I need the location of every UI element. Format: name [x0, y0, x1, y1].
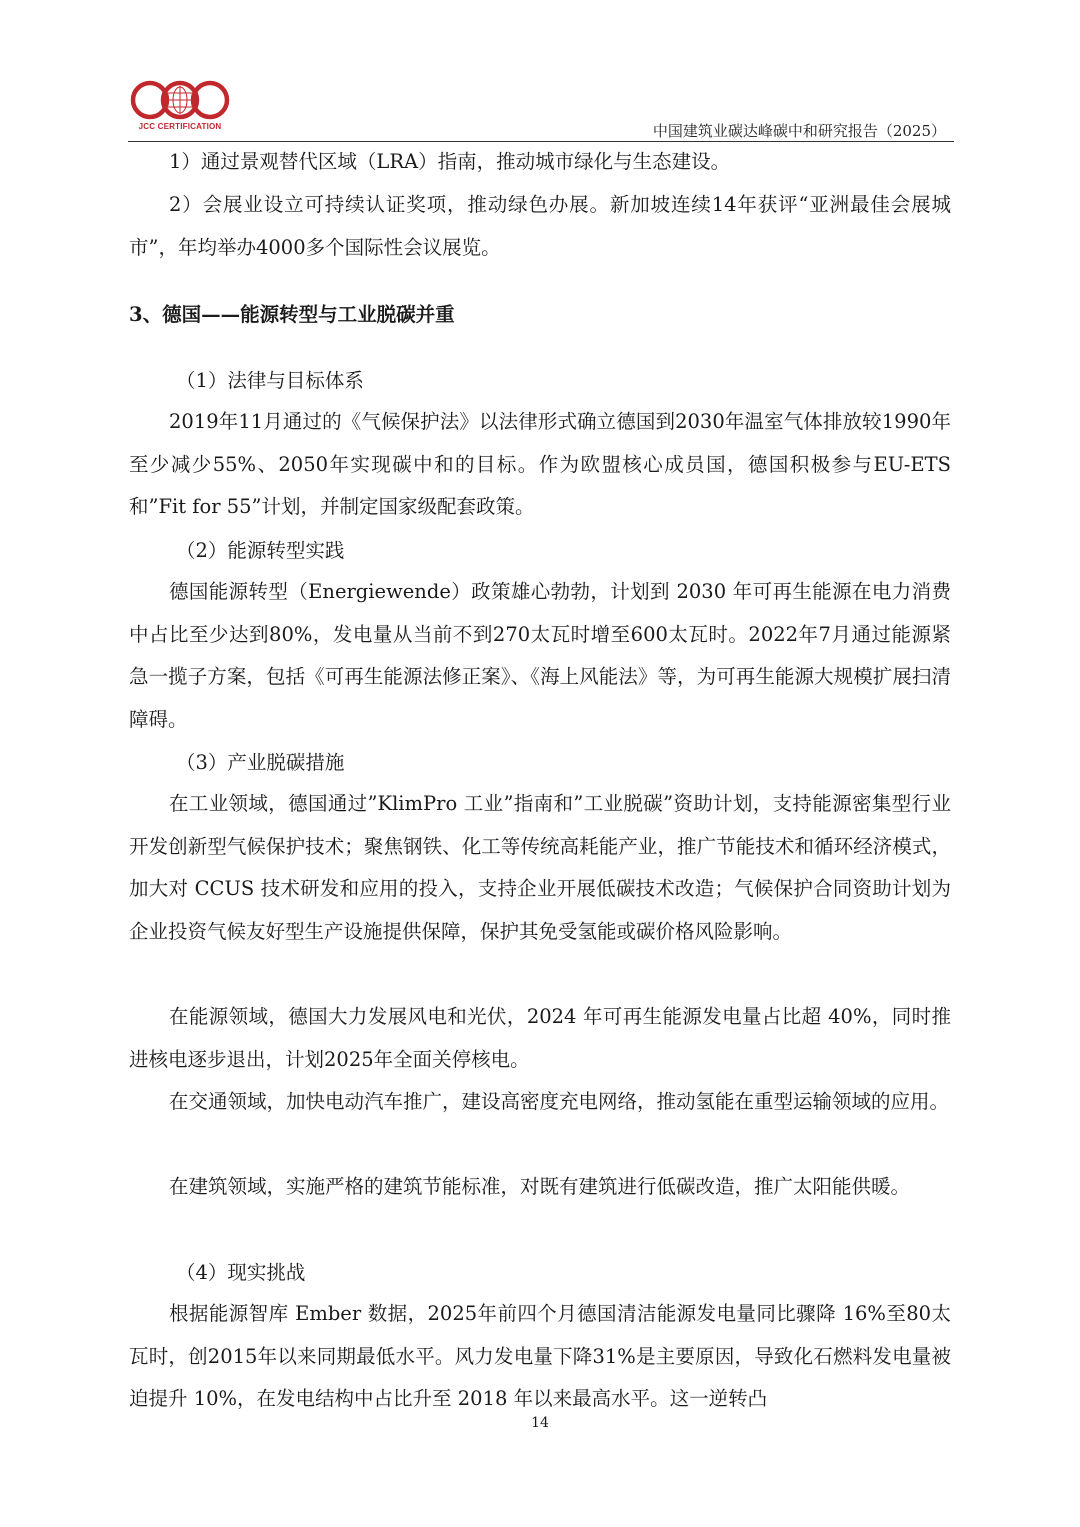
paragraph-building: 在建筑领域，实施严格的建筑节能标准，对既有建筑进行低碳改造，推广太阳能供暖。 [169, 1175, 911, 1198]
logo-text: JCC CERTIFICATION [138, 122, 222, 131]
section-heading-germany: 3、德国——能源转型与工业脱碳并重 [129, 303, 455, 326]
subheading-law: （1）法律与目标体系 [176, 369, 364, 392]
paragraph-law: 2019年11月通过的《气候保护法》以法律形式确立德国到2030年温室气体排放较1990年至少减少55%、2050年实现碳中和的目标。作为欧盟核心成员国，德国积极参与EU-ETS和”Fit for 55”计划，并制定国家级配套政策。 [129, 410, 951, 518]
paragraph-exhibition: 2）会展业设立可持续认证奖项，推动绿色办展。新加坡连续14年获评“亚洲最佳会展城市”，年均举办4000多个国际性会议展览。 [129, 193, 951, 259]
subheading-industry: （3）产业脱碳措施 [176, 751, 345, 774]
page-number: 14 [531, 1415, 549, 1431]
subheading-challenges: （4）现实挑战 [176, 1261, 306, 1284]
paragraph-industry: 在工业领域，德国通过”KlimPro 工业”指南和”工业脱碳”资助计划，支持能源密集型行业开发创新型气候保护技术；聚焦钢铁、化工等传统高耗能产业，推广节能技术和循环经济模式，加大对 CCUS 技术研发和应用的投入，支持企业开展低碳技术改造；气候保护合同资助计划为企业投资气候友好型生产设施提供保障，保护其免受氢能或碳价格风险影响。 [129, 792, 951, 943]
paragraph-energy-transition: 德国能源转型（Energiewende）政策雄心勃勃，计划到 2030 年可再生能源在电力消费中占比至少达到80%，发电量从当前不到270太瓦时增至600太瓦时。2022年7月通过能源紧急一揽子方案，包括《可再生能源法修正案》、《海上风能法》等，为可再生能源大规模扩展扫清障碍。 [129, 580, 951, 731]
paragraph-transport: 在交通领域，加快电动汽车推广，建设高密度充电网络，推动氢能在重型运输领域的应用。 [169, 1090, 950, 1113]
paragraph-energy-sector: 在能源领域，德国大力发展风电和光伏，2024 年可再生能源发电量占比超 40%，同时推进核电逐步退出，计划2025年全面关停核电。 [129, 1005, 951, 1071]
paragraph-challenges: 根据能源智库 Ember 数据，2025年前四个月德国清洁能源发电量同比骤降 16%至80太瓦时，创2015年以来同期最低水平。风力发电量下降31%是主要原因，导致化石燃料发电量被迫提升 10%，在发电结构中占比升至 2018 年以来最高水平。这一逆转凸 [129, 1302, 951, 1410]
jcc-logo [128, 78, 232, 138]
subheading-energy-transition: （2）能源转型实践 [176, 539, 345, 562]
paragraph-lra: 1）通过景观替代区域（LRA）指南，推动城市绿化与生态建设。 [169, 150, 731, 173]
jcc-rings-icon [128, 78, 232, 122]
report-title: 中国建筑业碳达峰碳中和研究报告（2025） [652, 122, 946, 140]
